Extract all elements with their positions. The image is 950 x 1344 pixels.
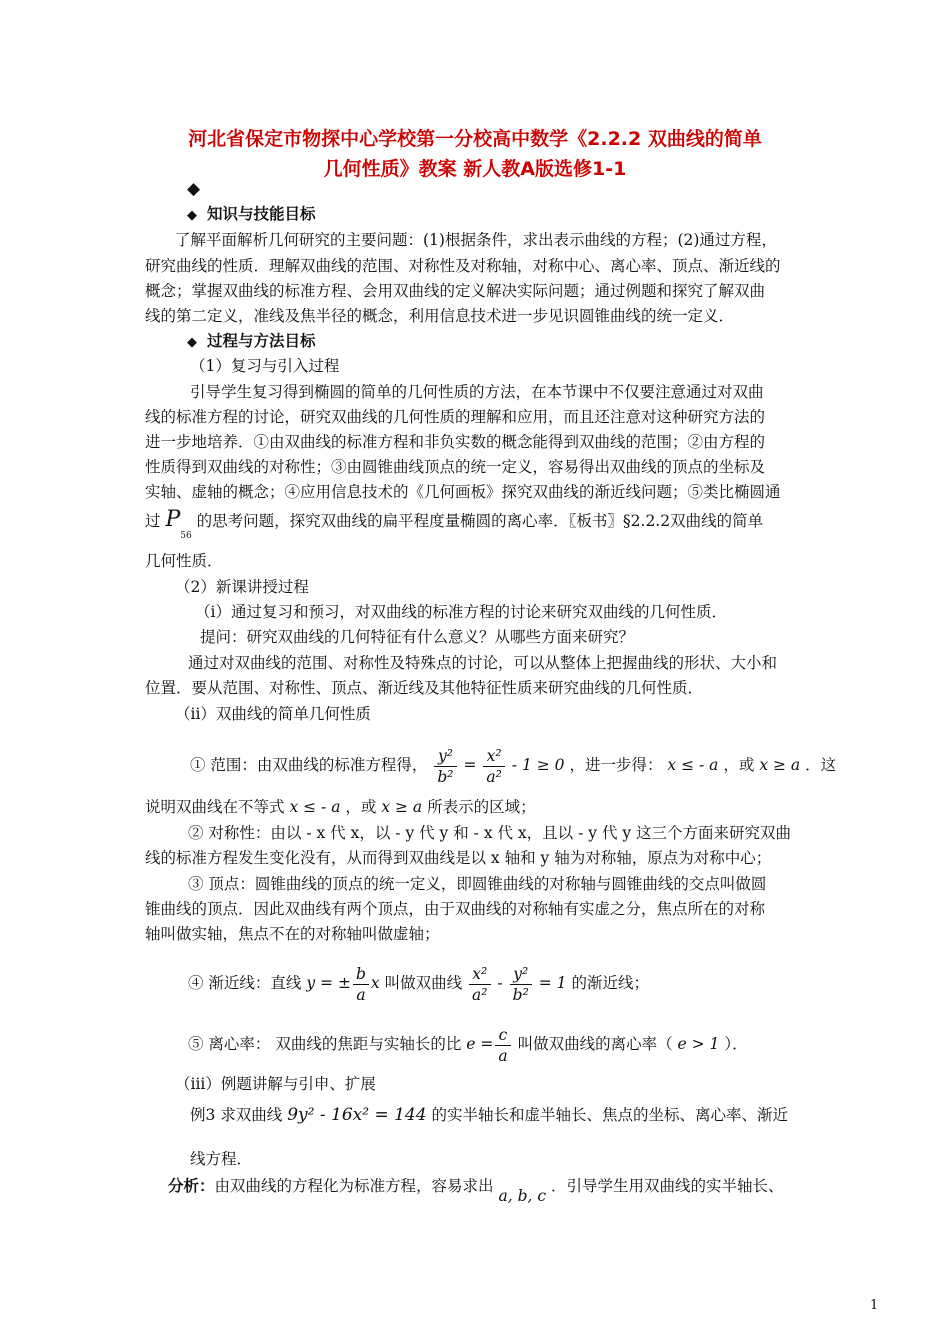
analysis-line: 分析：由双曲线的方程化为标准方程，容易求出 a, b, c ．引导学生用双曲线的实半轴长、 [168,1177,784,1205]
paragraph-line: 提问：研究双曲线的几何特征有什么意义？从哪些方面来研究？ [200,628,635,646]
subsection-heading: （1）复习与引入过程 [190,357,340,375]
paragraph-line: 线的第二定义，准线及焦半径的概念，利用信息技术进一步见识圆锥曲线的统一定义． [145,307,735,325]
subsection-heading: （2）新课讲授过程 [175,578,309,596]
paragraph-line: 引导学生复习得到椭圆的简单的几何性质的方法，在本节课中不仅要注意通过对双曲 [190,383,764,401]
diamond-bullet-icon: ◆ [187,208,197,223]
paragraph-line: 过 $P_{56}$ 的思考问题，探究双曲线的扁平程度量椭圆的离心率．〖板书〗§2.2.2双曲线的简单 [145,507,764,542]
paragraph-line: 线方程． [190,1150,253,1168]
paragraph-line: 锥曲线的顶点．因此双曲线有两个顶点，由于双曲线的对称轴有实虚之分，焦点所在的对称 [145,900,766,918]
fraction: $\frac{\text{y²}}{\text{b²}}$ [510,964,532,1005]
diamond-bullet-icon: ◆ [187,335,197,350]
diamond-bullet-icon: ◆ [187,179,201,199]
paragraph-line: （i）通过复习和预习，对双曲线的标准方程的讨论来研究双曲线的几何性质． [195,603,727,621]
paragraph-line: 研究曲线的性质．理解双曲线的范围、对称性及对称轴，对称中心、离心率、顶点、渐近线的 [145,257,781,275]
example-line: 例3 求双曲线 9y² - 16x² = 144 的实半轴长和虚半轴长、焦点的坐标、离心率、渐近 [190,1105,789,1125]
paragraph-line: 轴叫做实轴，焦点不在的对称轴叫做虚轴； [145,925,440,943]
fraction: $\frac{c}{a}$ [495,1025,510,1066]
subsection-heading: （iii）例题讲解与引申、扩展 [175,1075,376,1093]
fraction: $\frac{\text{y²}}{\text{b²}}$ [434,746,456,787]
fraction: $\frac{b}{a}$ [353,964,369,1005]
fraction: $\frac{\text{x²}}{\text{a²}}$ [469,964,490,1005]
section-heading-process: ◆ 过程与方法目标 [187,330,316,354]
page-number: 1 [870,1298,879,1313]
asymptote-line: ④ 渐近线：直线 y = ± $\frac{b}{a}$ x 叫做双曲线 $\frac{\text{x²}}{\text{a²}}$ - $\frac{\text{y²}}{\text{b²}}$ = 1 的渐近线； [188,964,649,1004]
range-line: ① 范围：由双曲线的标准方程得， $\frac{\text{y²}}{\text{b²}}$ = $\frac{\text{x²}}{\text{a²}}$ - 1 ≥ 0 ，进一步得： x ≤ - a ，或 x ≥ a ．这 [190,746,837,786]
paragraph-line: 线的标准方程发生变化没有，从而得到双曲线是以 x 轴和 y 轴为对称轴，原点为对称中心； [145,849,772,867]
subsection-heading: （ii）双曲线的简单几何性质 [175,705,371,723]
paragraph-line: 线的标准方程的讨论，研究双曲线的几何性质的理解和应用，而且还注意对这种研究方法的 [145,408,766,426]
paragraph-line: ② 对称性：由以 - x 代 x，以 - y 代 y 和 - x 代 x，且以 - y 代 y 这三个方面来研究双曲 [188,824,792,842]
eccentricity-line: ⑤ 离心率： 双曲线的焦距与实轴长的比 e = $\frac{c}{a}$ 叫做双曲线的离心率（ e > 1 ）． [188,1025,748,1065]
paragraph-line: ③ 顶点：圆锥曲线的顶点的统一定义，即圆锥曲线的对称轴与圆锥曲线的交点叫做圆 [188,875,767,893]
section-heading-knowledge: ◆ 知识与技能目标 [187,203,316,227]
paragraph-line: 位置．要从范围、对称性、顶点、渐近线及其他特征性质来研究曲线的几何性质． [145,679,704,697]
paragraph-line: 实轴、虚轴的概念；④应用信息技术的《几何画板》探究双曲线的渐近线问题；⑤类比椭圆通 [145,483,781,501]
paragraph-line: 进一步地培养．①由双曲线的标准方程和非负实数的概念能得到双曲线的范围；②由方程的 [145,433,766,451]
paragraph-line: 几何性质． [145,552,223,570]
document-title-line2: 几何性质》教案 新人教A版选修1-1 [323,158,627,180]
fraction: $\frac{\text{x²}}{\text{a²}}$ [483,746,504,787]
paragraph-line: 说明双曲线在不等式 x ≤ - a ，或 x ≥ a 所表示的区域； [145,798,536,816]
paragraph-line: 通过对双曲线的范围、对称性及特殊点的讨论，可以从整体上把握曲线的形状、大小和 [188,654,778,672]
paragraph-line: 概念；掌握双曲线的标准方程、会用双曲线的定义解决实际问题；通过例题和探究了解双曲 [145,282,766,300]
paragraph-line: 了解平面解析几何研究的主要问题：(1)根据条件，求出表示曲线的方程；(2)通过方程， [175,231,777,249]
document-title-line1: 河北省保定市物探中心学校第一分校高中数学《2.2.2 双曲线的简单 [188,128,762,150]
paragraph-line: 性质得到双曲线的对称性；③由圆锥曲线顶点的统一定义，容易得出双曲线的顶点的坐标及 [145,458,766,476]
